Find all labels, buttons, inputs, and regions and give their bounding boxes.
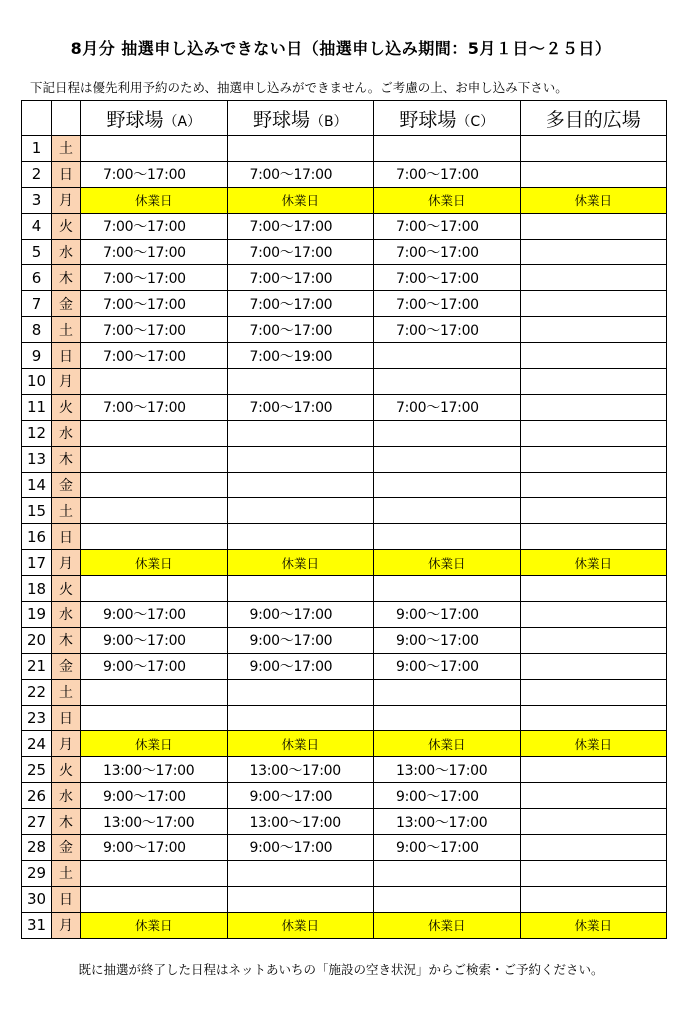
time-cell [520,679,667,705]
time-cell [520,860,667,886]
time-cell: 13:00～17:00 [374,757,521,783]
time-cell [520,757,667,783]
time-cell [227,498,374,524]
table-row [22,524,667,550]
table-row [22,679,667,705]
time-cell [374,860,521,886]
table-row [22,602,667,628]
day-cell: 28 [22,835,52,861]
closed-cell: 休業日 [374,550,521,576]
time-cell [520,809,667,835]
time-cell [81,524,228,550]
weekday-cell: 土 [52,860,81,886]
time-cell [374,576,521,602]
day-cell: 29 [22,860,52,886]
day-cell: 13 [22,446,52,472]
day-cell: 24 [22,731,52,757]
time-cell: 7:00～17:00 [227,394,374,420]
time-cell [520,136,667,162]
time-cell: 9:00～17:00 [374,602,521,628]
time-cell: 7:00～17:00 [81,394,228,420]
weekday-cell: 木 [52,627,81,653]
time-cell [374,446,521,472]
weekday-cell: 金 [52,472,81,498]
day-cell: 3 [22,187,52,213]
time-cell: 9:00～17:00 [374,627,521,653]
notice-text: 下記日程は優先利用予約のため、抽選申し込みができません。ご考慮の上、お申し込み下さい。 [30,80,568,95]
time-cell: 9:00～17:00 [374,653,521,679]
day-cell: 23 [22,705,52,731]
weekday-cell: 金 [52,835,81,861]
weekday-cell: 日 [52,161,81,187]
time-cell [227,136,374,162]
time-cell [520,524,667,550]
time-cell: 7:00～17:00 [81,317,228,343]
time-cell: 7:00～17:00 [374,265,521,291]
table-row [22,317,667,343]
weekday-cell: 金 [52,291,81,317]
time-cell: 7:00～17:00 [374,394,521,420]
table-row [22,783,667,809]
time-cell [81,679,228,705]
schedule-table [21,100,667,939]
weekday-cell: 土 [52,136,81,162]
time-cell [520,653,667,679]
time-cell: 7:00～17:00 [81,291,228,317]
table-row [22,653,667,679]
time-cell [374,524,521,550]
table-row [22,860,667,886]
weekday-cell: 火 [52,394,81,420]
time-cell: 7:00～17:00 [227,213,374,239]
time-cell: 7:00～17:00 [227,265,374,291]
closed-cell: 休業日 [227,731,374,757]
time-cell: 9:00～17:00 [81,602,228,628]
time-cell [520,783,667,809]
time-cell [374,498,521,524]
day-cell: 2 [22,161,52,187]
header-row [22,101,667,136]
time-cell: 7:00～17:00 [374,213,521,239]
table-row [22,213,667,239]
table-row [22,291,667,317]
time-cell [520,369,667,395]
time-cell [227,524,374,550]
header-weekday-cell [52,101,81,136]
day-cell: 5 [22,239,52,265]
time-cell [520,343,667,369]
day-cell: 17 [22,550,52,576]
time-cell [520,446,667,472]
time-cell: 7:00～17:00 [81,343,228,369]
closed-cell: 休業日 [520,187,667,213]
time-cell [520,394,667,420]
day-cell: 26 [22,783,52,809]
day-cell: 30 [22,886,52,912]
closed-cell: 休業日 [520,731,667,757]
weekday-cell: 金 [52,653,81,679]
table-row [22,809,667,835]
closed-cell: 休業日 [81,550,228,576]
day-cell: 22 [22,679,52,705]
time-cell: 13:00～17:00 [81,757,228,783]
weekday-cell: 水 [52,602,81,628]
table-row [22,912,667,938]
time-cell [520,213,667,239]
time-cell: 7:00～17:00 [227,239,374,265]
time-cell [520,472,667,498]
closed-cell: 休業日 [227,187,374,213]
time-cell: 9:00～17:00 [81,653,228,679]
weekday-cell: 日 [52,705,81,731]
time-cell [81,446,228,472]
table-row [22,136,667,162]
time-cell [374,420,521,446]
time-cell [227,472,374,498]
time-cell [227,420,374,446]
table-row [22,446,667,472]
time-cell [374,886,521,912]
time-cell [520,291,667,317]
header-baseball-b: 野球場（B） [227,101,374,136]
time-cell: 9:00～17:00 [81,627,228,653]
weekday-cell: 土 [52,498,81,524]
weekday-cell: 火 [52,757,81,783]
day-cell: 15 [22,498,52,524]
time-cell [520,627,667,653]
table-row [22,265,667,291]
weekday-cell: 日 [52,524,81,550]
time-cell [520,265,667,291]
time-cell: 7:00～17:00 [374,161,521,187]
day-cell: 20 [22,627,52,653]
time-cell: 7:00～19:00 [227,343,374,369]
table-row [22,187,667,213]
time-cell [81,136,228,162]
weekday-cell: 月 [52,369,81,395]
day-cell: 16 [22,524,52,550]
weekday-cell: 木 [52,809,81,835]
time-cell [81,860,228,886]
time-cell: 7:00～17:00 [374,239,521,265]
time-cell: 13:00～17:00 [227,809,374,835]
time-cell [374,343,521,369]
closed-cell: 休業日 [81,912,228,938]
time-cell [374,705,521,731]
time-cell [81,420,228,446]
closed-cell: 休業日 [227,550,374,576]
weekday-cell: 月 [52,187,81,213]
time-cell [374,136,521,162]
time-cell: 7:00～17:00 [227,291,374,317]
time-cell [81,472,228,498]
time-cell: 7:00～17:00 [81,161,228,187]
time-cell [227,860,374,886]
weekday-cell: 月 [52,550,81,576]
time-cell [520,705,667,731]
weekday-cell: 日 [52,343,81,369]
table-row [22,550,667,576]
header-baseball-a: 野球場（A） [81,101,228,136]
day-cell: 25 [22,757,52,783]
weekday-cell: 水 [52,420,81,446]
time-cell [520,161,667,187]
day-cell: 1 [22,136,52,162]
table-row [22,705,667,731]
header-day-cell [22,101,52,136]
weekday-cell: 火 [52,576,81,602]
closed-cell: 休業日 [520,550,667,576]
time-cell [520,317,667,343]
time-cell [520,239,667,265]
time-cell: 9:00～17:00 [81,783,228,809]
table-row [22,472,667,498]
table-row [22,239,667,265]
day-cell: 18 [22,576,52,602]
weekday-cell: 月 [52,731,81,757]
day-cell: 11 [22,394,52,420]
table-row [22,731,667,757]
closed-cell: 休業日 [81,187,228,213]
closed-cell: 休業日 [374,187,521,213]
table-row [22,627,667,653]
table-row [22,394,667,420]
weekday-cell: 水 [52,783,81,809]
time-cell: 7:00～17:00 [227,161,374,187]
table-row [22,343,667,369]
time-cell [81,576,228,602]
weekday-cell: 水 [52,239,81,265]
time-cell [520,886,667,912]
table-row [22,835,667,861]
time-cell [227,886,374,912]
footer-note: 既に抽選が終了した日程はネットあいちの「施設の空き状況」からご検索・ご予約ください。 [78,962,604,977]
time-cell: 9:00～17:00 [227,627,374,653]
day-cell: 19 [22,602,52,628]
weekday-cell: 日 [52,886,81,912]
day-cell: 10 [22,369,52,395]
weekday-cell: 月 [52,912,81,938]
time-cell: 7:00～17:00 [81,239,228,265]
weekday-cell: 木 [52,265,81,291]
time-cell [227,705,374,731]
day-cell: 27 [22,809,52,835]
time-cell: 7:00～17:00 [374,317,521,343]
day-cell: 31 [22,912,52,938]
table-row [22,369,667,395]
day-cell: 21 [22,653,52,679]
time-cell [81,498,228,524]
time-cell: 13:00～17:00 [227,757,374,783]
day-cell: 8 [22,317,52,343]
time-cell: 9:00～17:00 [227,602,374,628]
table-row [22,757,667,783]
time-cell [227,446,374,472]
time-cell: 13:00～17:00 [81,809,228,835]
page-title: 8月分 抽選申し込みできない日（抽選申し込み期間：5月１日～２５日） [70,39,612,58]
time-cell [81,705,228,731]
day-cell: 9 [22,343,52,369]
time-cell: 7:00～17:00 [374,291,521,317]
day-cell: 6 [22,265,52,291]
day-cell: 4 [22,213,52,239]
weekday-cell: 火 [52,213,81,239]
time-cell: 9:00～17:00 [227,835,374,861]
table-row [22,161,667,187]
time-cell [520,602,667,628]
time-cell: 9:00～17:00 [374,783,521,809]
time-cell [374,369,521,395]
time-cell [227,576,374,602]
header-multipurpose-field: 多目的広場 [520,101,667,136]
closed-cell: 休業日 [374,912,521,938]
time-cell: 13:00～17:00 [374,809,521,835]
time-cell [520,835,667,861]
time-cell [520,576,667,602]
time-cell [520,498,667,524]
time-cell [81,886,228,912]
header-baseball-c: 野球場（C） [374,101,521,136]
closed-cell: 休業日 [81,731,228,757]
time-cell [374,679,521,705]
closed-cell: 休業日 [227,912,374,938]
time-cell: 9:00～17:00 [227,783,374,809]
closed-cell: 休業日 [374,731,521,757]
time-cell: 7:00～17:00 [227,317,374,343]
time-cell [374,472,521,498]
table-row [22,886,667,912]
time-cell: 9:00～17:00 [374,835,521,861]
day-cell: 12 [22,420,52,446]
closed-cell: 休業日 [520,912,667,938]
time-cell: 7:00～17:00 [81,213,228,239]
day-cell: 7 [22,291,52,317]
weekday-cell: 土 [52,317,81,343]
table-row [22,576,667,602]
day-cell: 14 [22,472,52,498]
time-cell [81,369,228,395]
weekday-cell: 土 [52,679,81,705]
time-cell: 7:00～17:00 [81,265,228,291]
time-cell [227,369,374,395]
time-cell: 9:00～17:00 [227,653,374,679]
time-cell [520,420,667,446]
time-cell [227,679,374,705]
time-cell: 9:00～17:00 [81,835,228,861]
table-row [22,498,667,524]
weekday-cell: 木 [52,446,81,472]
table-row [22,420,667,446]
